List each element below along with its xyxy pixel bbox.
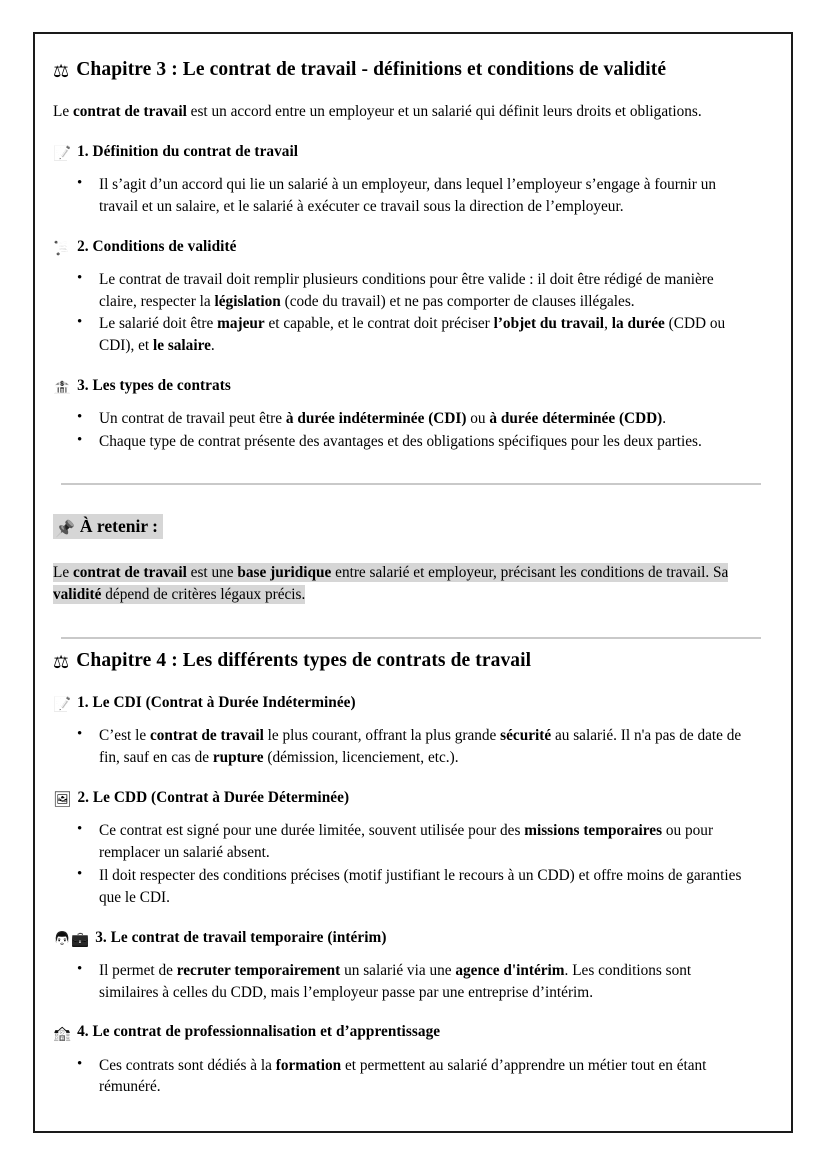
balance-scales-icon: ⚖ <box>53 61 70 82</box>
text-run: Ces contrats sont dédiés à la <box>99 1056 276 1074</box>
text-run: est une <box>186 563 238 581</box>
text-run: Le contrat de travail doit remplir plusieurs conditions pour être valide : il doit être rédigé de manière claire, respecter la <box>99 270 714 310</box>
intro-part-bold: contrat de travail <box>72 102 187 120</box>
section-heading-text: 1. Le CDI (Contrat à Durée Indéterminée) <box>77 694 356 712</box>
chapter3-section-1-heading <box>53 142 769 163</box>
text-run: Il permet de <box>99 961 177 979</box>
text-run: (code du travail) et ne pas comporter de clauses illégales. <box>280 292 635 310</box>
text-run: Il doit respecter des conditions précises (motif justifiant le recours à un CDD) et offre moins de garanties que le CDI. <box>99 866 742 906</box>
text-run: Le <box>53 563 73 581</box>
chapter4-section-3-bullets <box>53 960 769 1004</box>
document-page <box>33 32 793 1133</box>
text-emphasis: contrat de travail <box>149 727 264 745</box>
section-heading-text: 3. Les types de contrats <box>77 377 231 395</box>
text-run: (CDD ou CDI), et <box>99 315 726 355</box>
text-emphasis: la durée <box>611 315 665 333</box>
balance-scales-icon: ⚖ <box>53 651 70 673</box>
retain-heading-text: À retenir : <box>79 515 158 536</box>
section-heading-text: 2. Le CDD (Contrat à Durée Déterminée) <box>77 789 350 807</box>
list-item <box>99 1055 753 1099</box>
list-item <box>99 820 753 864</box>
building-bank-icon: 🏦 <box>53 380 72 397</box>
text-run: Un contrat de travail peut être <box>99 410 286 428</box>
chapter4-section-4-bullets <box>53 1055 769 1099</box>
chapter4-title-text: Chapitre 4 : Les différents types de contrats de travail <box>76 649 532 671</box>
text-emphasis: missions temporaires <box>524 822 663 840</box>
chapter3-intro <box>53 101 769 123</box>
text-run: entre salarié et employeur, précisant les conditions de travail. Sa <box>331 563 729 581</box>
framed-picture-icon: 🖼 <box>53 792 72 809</box>
text-run: le plus courant, offrant la plus grande <box>263 727 501 745</box>
list-item <box>99 960 753 1004</box>
chapter3-sections <box>53 142 769 453</box>
section-heading-text: 3. Le contrat de travail temporaire (intérim) <box>95 928 387 946</box>
section-divider-1 <box>61 483 761 485</box>
section-heading-text: 1. Définition du contrat de travail <box>77 142 299 160</box>
chapter4-sections <box>53 693 769 1098</box>
text-emphasis: l’objet du travail <box>493 315 605 333</box>
school-building-icon: 🏫 <box>53 1026 72 1043</box>
text-run: dépend de critères légaux précis. <box>101 586 306 604</box>
text-emphasis: base juridique <box>237 563 332 581</box>
list-item <box>99 269 753 313</box>
text-run: (démission, licenciement, etc.). <box>263 749 459 767</box>
text-emphasis: recruter temporairement <box>176 961 341 979</box>
chapter3-section-3-bullets <box>53 408 769 453</box>
chapter4-section-4-heading <box>53 1022 769 1043</box>
text-run: . <box>210 337 215 355</box>
retain-body-highlight <box>53 563 728 604</box>
text-run: Le salarié doit être <box>99 315 218 333</box>
text-emphasis: à durée indéterminée (CDI) <box>285 410 467 428</box>
text-emphasis: formation <box>275 1056 342 1074</box>
text-run: et capable, et le contrat doit préciser <box>264 315 494 333</box>
list-item <box>99 408 753 430</box>
scroll-document-icon: 📜 <box>53 240 72 257</box>
text-run: , <box>604 315 612 333</box>
text-emphasis: agence d'intérim <box>455 961 565 979</box>
text-emphasis: à durée déterminée (CDD) <box>489 410 663 428</box>
text-emphasis: législation <box>214 292 281 310</box>
section-heading-text: 4. Le contrat de professionnalisation et d’apprentissage <box>77 1023 441 1041</box>
text-emphasis: sécurité <box>500 727 552 745</box>
retain-heading <box>53 515 769 540</box>
chapter3-section-1-bullets <box>53 174 769 218</box>
page-content <box>35 34 791 1109</box>
chapter4-section-2-heading <box>53 788 769 809</box>
text-run: . Les conditions sont similaires à celles du CDD, mais l’employeur passe par une entreprise d’intérim. <box>99 961 692 1001</box>
section-heading-text: 2. Conditions de validité <box>77 237 237 255</box>
chapter3-title-text: Chapitre 3 : Le contrat de travail - définitions et conditions de validité <box>76 59 667 80</box>
text-run: au salarié. Il n'a pas de date de fin, sauf en cas de <box>99 727 742 767</box>
text-run: un salarié via une <box>340 961 456 979</box>
list-item <box>99 725 753 769</box>
memo-icon: 📝 <box>53 145 72 162</box>
text-emphasis: rupture <box>212 749 264 767</box>
chapter4-section-1-heading <box>53 693 769 714</box>
section-divider-2 <box>61 637 761 639</box>
text-run: ou <box>466 410 490 428</box>
list-item <box>99 865 753 909</box>
memo-icon: 📝 <box>53 697 72 714</box>
text-run: et permettent au salarié d’apprendre un métier tout en étant rémunéré. <box>99 1056 707 1096</box>
retain-body <box>53 562 765 607</box>
text-emphasis: validité <box>53 586 102 604</box>
retain-heading-highlight <box>53 514 163 539</box>
intro-part-c: est un accord entre un employeur et un salarié qui définit leurs droits et obligations. <box>186 102 702 120</box>
text-run: Il s’agit d’un accord qui lie un salarié à un employeur, dans lequel l’employeur s’engage à fournir un travail et un salaire, et le salarié à exécuter ce travail sous la direction de l’employeur. <box>99 175 716 215</box>
text-run: ou pour remplacer un salarié absent. <box>99 822 714 862</box>
text-emphasis: le salaire <box>152 337 211 355</box>
chapter3-section-3-heading <box>53 376 769 397</box>
list-item <box>99 313 753 357</box>
chapter4-section-1-bullets <box>53 725 769 769</box>
list-item <box>99 431 753 453</box>
text-emphasis: contrat de travail <box>72 563 187 581</box>
chapter3-section-2-bullets <box>53 269 769 357</box>
office-worker-icon: 👨💼 <box>53 931 90 948</box>
chapter3-title <box>53 58 769 84</box>
list-item <box>99 174 753 218</box>
text-run: Chaque type de contrat présente des avantages et des obligations spécifiques pour les deux parties. <box>99 433 702 451</box>
chapter3-section-2-heading <box>53 237 769 258</box>
chapter4-title <box>53 649 769 675</box>
text-run: C’est le <box>99 727 150 745</box>
intro-part-a: Le <box>53 102 73 120</box>
chapter4-section-3-heading <box>53 928 769 949</box>
text-run: Ce contrat est signé pour une durée limitée, souvent utilisée pour des <box>99 822 525 840</box>
text-emphasis: majeur <box>217 315 265 333</box>
chapter4-section-2-bullets <box>53 820 769 908</box>
pushpin-icon: 📌 <box>55 518 75 538</box>
text-run: . <box>662 410 667 428</box>
